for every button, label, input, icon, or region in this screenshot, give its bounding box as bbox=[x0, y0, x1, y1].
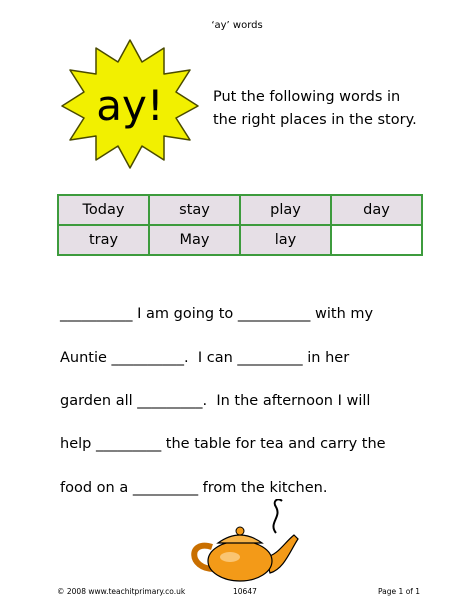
footer-copyright: © 2008 www.teachitprimary.co.uk bbox=[57, 587, 186, 596]
word-stay: stay bbox=[149, 195, 240, 225]
word-today: Today bbox=[58, 195, 149, 225]
teapot-lid-knob bbox=[236, 527, 244, 535]
story-line-5: food on a _________ from the kitchen. bbox=[60, 480, 328, 496]
word-may: May bbox=[149, 225, 240, 255]
teapot-highlight bbox=[220, 552, 240, 562]
instructions-line-2: the right places in the story. bbox=[213, 112, 417, 128]
instructions-line-1: Put the following words in bbox=[213, 89, 401, 105]
word-lay: lay bbox=[240, 225, 331, 255]
starburst-graphic bbox=[60, 38, 200, 170]
story-line-4: help _________ the table for tea and carry the bbox=[60, 436, 386, 452]
starburst-label: ay! bbox=[96, 81, 164, 130]
word-day: day bbox=[331, 195, 422, 225]
story-line-2: Auntie __________. I can _________ in her bbox=[60, 350, 350, 366]
footer-page-number: Page 1 of 1 bbox=[378, 587, 421, 596]
word-bank-empty-cell bbox=[331, 225, 422, 255]
story-line-1: __________ I am going to __________ with my bbox=[60, 306, 374, 322]
teapot-icon bbox=[184, 499, 304, 585]
word-bank-row-1 bbox=[58, 195, 422, 225]
page-title: ‘ay’ words bbox=[211, 20, 263, 31]
word-play: play bbox=[240, 195, 331, 225]
word-bank-table bbox=[57, 194, 423, 256]
word-bank-row-2 bbox=[58, 225, 422, 255]
teapot-body bbox=[208, 541, 272, 581]
word-tray: tray bbox=[58, 225, 149, 255]
instructions bbox=[213, 86, 453, 132]
teapot-steam bbox=[273, 499, 282, 533]
teapot-lid bbox=[218, 535, 262, 543]
footer-code: 10647 bbox=[233, 587, 257, 596]
story-line-3: garden all _________. In the afternoon I will bbox=[60, 393, 371, 409]
